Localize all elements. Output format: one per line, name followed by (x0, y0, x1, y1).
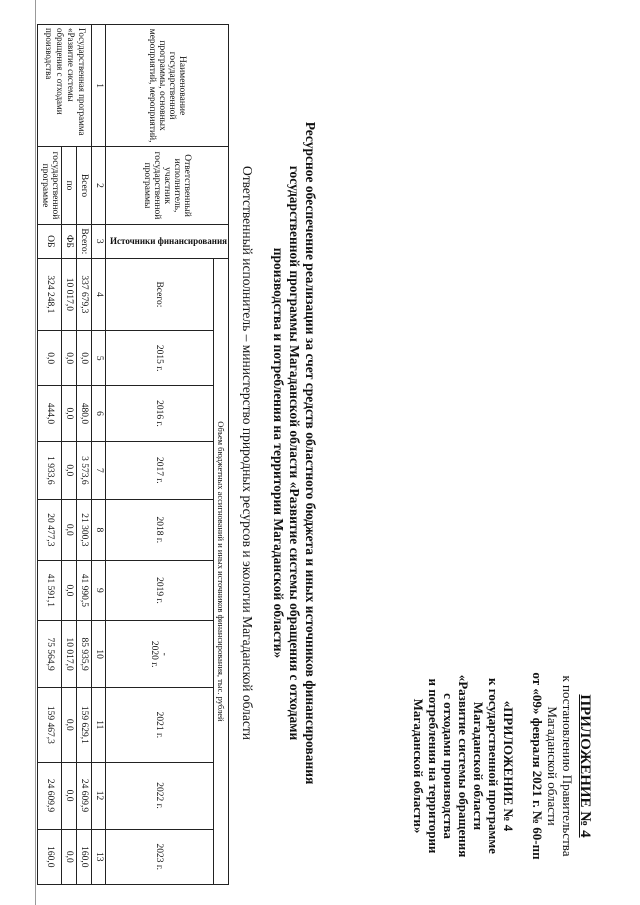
appendix-line: к государственной программе (486, 678, 501, 854)
appendix-header (411, 646, 592, 886)
header-year: 2018 г. (106, 500, 214, 561)
table-row (62, 25, 77, 885)
appendix-heading-2: «ПРИЛОЖЕНИЕ № 4 (501, 700, 516, 832)
table-row (38, 25, 62, 885)
header-source-text: Источники финансирования (110, 236, 227, 247)
value-cell: 0,0 (62, 762, 77, 829)
value-cell: 21 300,3 (77, 500, 92, 561)
header-year: 2020 г. (149, 640, 160, 668)
header-year: 2021 г. (106, 688, 214, 762)
column-number: 11 (92, 688, 106, 762)
column-number: 6 (92, 386, 106, 441)
value-cell: 85 935,9 (77, 621, 92, 688)
column-number: 5 (92, 331, 106, 386)
appendix-line: «Развитие системы обращения (456, 674, 471, 858)
page-edge-line (35, 0, 36, 905)
value-cell: 75 564,9 (38, 621, 62, 688)
column-number: 13 (92, 829, 106, 885)
column-number: 7 (92, 441, 106, 499)
appendix-line: Магаданской области (471, 701, 486, 831)
header-year: 2023 г. (106, 829, 214, 885)
value-cell: 3 573,6 (77, 441, 92, 499)
value-cell: 0,0 (62, 386, 77, 441)
value-cell: 24 609,9 (77, 762, 92, 829)
column-number: 10 (92, 621, 106, 688)
column-number-row (92, 25, 106, 885)
appendix-line: с отходами производства (441, 693, 456, 839)
value-cell: 159 629,1 (77, 688, 92, 762)
value-cell: 0,0 (62, 500, 77, 561)
header-year: 2022 г. (106, 762, 214, 829)
header-year-mark: - (159, 652, 170, 656)
financing-table (37, 24, 229, 885)
column-number: 8 (92, 500, 106, 561)
column-number: 2 (92, 147, 106, 225)
value-cell: 160,0 (38, 829, 62, 885)
appendix-line: Магаданской области (545, 706, 560, 826)
value-cell: 41 591,1 (38, 560, 62, 621)
appendix-line: к постановлению Правительства (560, 675, 575, 857)
value-cell: 24 609,9 (38, 762, 62, 829)
value-cell: 0,0 (62, 331, 77, 386)
column-number: 3 (92, 224, 106, 258)
header-executor: Ответственный исполнитель, участник государственной программы (106, 147, 229, 225)
table-row (77, 25, 92, 885)
value-cell: 0,0 (62, 441, 77, 499)
title-line: производства и потребления на территории Магаданской области» (271, 247, 286, 659)
column-number: 9 (92, 560, 106, 621)
value-cell: 10 017,0 (62, 258, 77, 330)
value-cell: 324 248,1 (38, 258, 62, 330)
source-cell: ФБ (62, 224, 77, 258)
source-cell: ОБ (38, 224, 62, 258)
appendix-line: Магаданской области» (411, 698, 426, 834)
value-cell: 20 477,3 (38, 500, 62, 561)
source-cell: Всего: (77, 224, 92, 258)
column-number: 1 (92, 25, 106, 147)
appendix-line: и потребления на территории (426, 678, 441, 854)
appendix-heading: ПРИЛОЖЕНИЕ № 4 (577, 694, 593, 838)
executor-cell: Всего (77, 147, 92, 225)
header-source (106, 224, 229, 258)
header-total: Всего: (106, 258, 214, 330)
title-line: государственной программы Магаданской области «Развитие системы обращения с отходами (287, 165, 302, 741)
header-year: 2016 г. (106, 386, 214, 441)
value-cell: 1 933,6 (38, 441, 62, 499)
appendix-date-line: от «09» февраля 2021 г. № 60-пп (530, 672, 545, 860)
value-cell: 0,0 (38, 331, 62, 386)
value-cell: 444,0 (38, 386, 62, 441)
value-cell: 337 679,3 (77, 258, 92, 330)
executor-cell: по (62, 147, 77, 225)
value-cell: 480,0 (77, 386, 92, 441)
value-cell: 10 017,0 (62, 621, 77, 688)
header-volume: Объем бюджетных ассигнований и иных источников финансирования, тыс. рублей (213, 258, 228, 884)
header-year: 2015 г. (106, 331, 214, 386)
header-year: 2019 г. (106, 560, 214, 621)
header-program-name: Наименование государственной программы, основных мероприятий, мероприятий, (106, 25, 229, 147)
value-cell: 0,0 (62, 829, 77, 885)
title-line: Ресурсное обеспечение реализации за счет средств областного бюджета и иных источников финансирования (303, 121, 318, 785)
column-number: 12 (92, 762, 106, 829)
value-cell: 0,0 (77, 331, 92, 386)
responsible-executor-line: Ответственный исполнитель – министерство природных ресурсов и экологии Магаданской области (240, 165, 255, 741)
column-number: 4 (92, 258, 106, 330)
executor-cell: государственной программе (38, 147, 62, 225)
program-name-cell: Государственная программа «Развитие системы обращения с отходами производства (38, 25, 92, 147)
header-year: 2017 г. (106, 441, 214, 499)
value-cell: 0,0 (62, 688, 77, 762)
value-cell: 159 467,3 (38, 688, 62, 762)
value-cell: 41 990,5 (77, 560, 92, 621)
value-cell: 160,0 (77, 829, 92, 885)
value-cell: 0,0 (62, 560, 77, 621)
header-year-2020 (106, 621, 214, 688)
document-title (270, 18, 318, 888)
